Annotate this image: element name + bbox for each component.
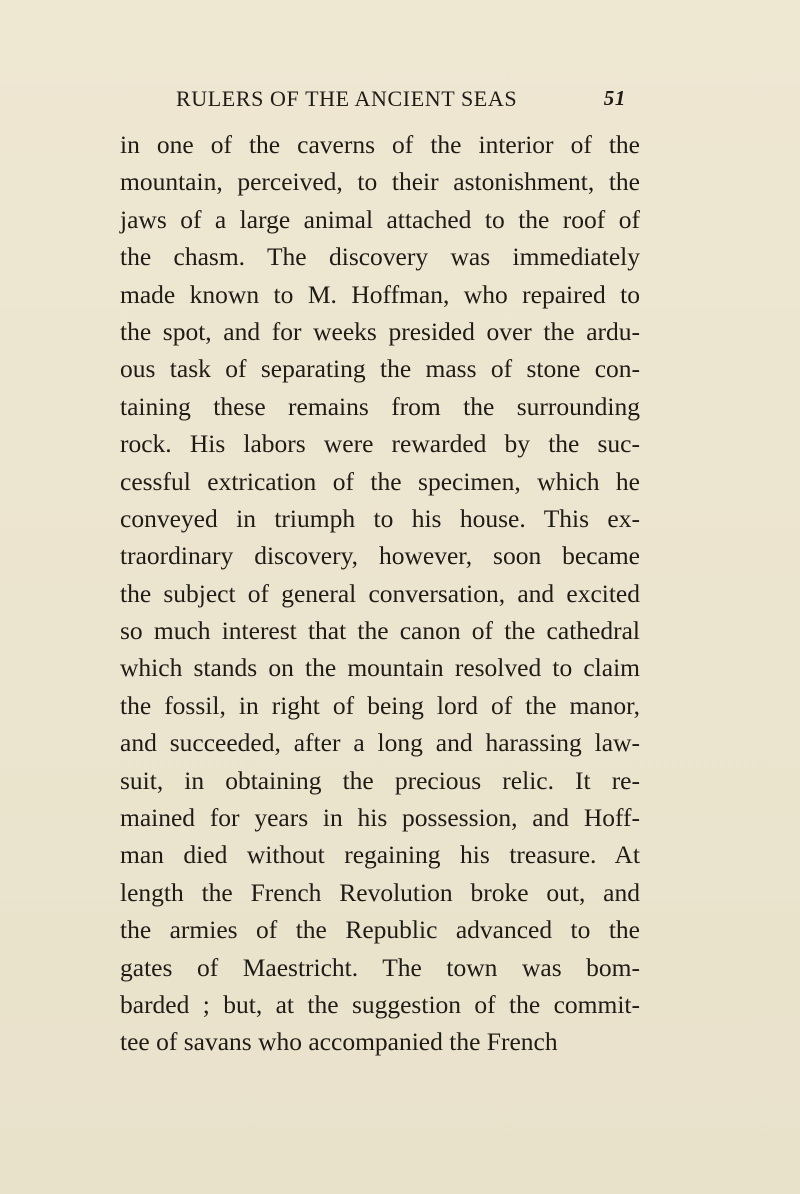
text-line: taining these remains from the surrounding xyxy=(120,391,640,421)
text-line: jaws of a large animal attached to the roof of xyxy=(120,204,640,234)
running-header xyxy=(176,86,626,116)
text-line: so much interest that the canon of the cathedral xyxy=(120,616,640,646)
text-line: suit, in obtaining the precious relic. It re- xyxy=(120,765,640,795)
text-line: the subject of general conversation, and excited xyxy=(120,578,640,608)
text-line: tee of savans who accompanied the French xyxy=(120,1027,558,1057)
running-title: RULERS OF THE ANCIENT SEAS xyxy=(176,86,518,111)
text-line: rock. His labors were rewarded by the suc- xyxy=(120,429,640,459)
text-line: the fossil, in right of being lord of the manor, xyxy=(120,690,640,720)
text-line: gates of Maestricht. The town was bom- xyxy=(120,952,640,982)
page-number: 51 xyxy=(603,86,626,110)
text-line: in one of the caverns of the interior of the xyxy=(120,130,640,159)
text-line: length the French Revolution broke out, and xyxy=(120,877,640,907)
text-line: mained for years in his possession, and Hoff- xyxy=(120,803,640,833)
text-line: made known to M. Hoffman, who repaired to xyxy=(120,279,640,309)
body-text xyxy=(120,126,640,1061)
text-line: man died without regaining his treasure. At xyxy=(120,840,640,870)
text-line: traordinary discovery, however, soon became xyxy=(120,541,640,571)
text-line: ous task of separating the mass of stone con- xyxy=(120,354,640,384)
text-line: and succeeded, after a long and harassing law- xyxy=(120,728,640,758)
text-line: barded ; but, at the suggestion of the commit- xyxy=(120,989,640,1019)
text-line: conveyed in triumph to his house. This ex- xyxy=(120,503,640,533)
text-line: the armies of the Republic advanced to the xyxy=(120,915,640,945)
text-line: which stands on the mountain resolved to claim xyxy=(120,653,640,683)
text-line: cessful extrication of the specimen, which he xyxy=(120,466,640,496)
text-line: the spot, and for weeks presided over the ardu- xyxy=(120,316,640,346)
text-line: the chasm. The discovery was immediately xyxy=(120,242,640,272)
text-line: mountain, perceived, to their astonishment, the xyxy=(120,167,640,197)
